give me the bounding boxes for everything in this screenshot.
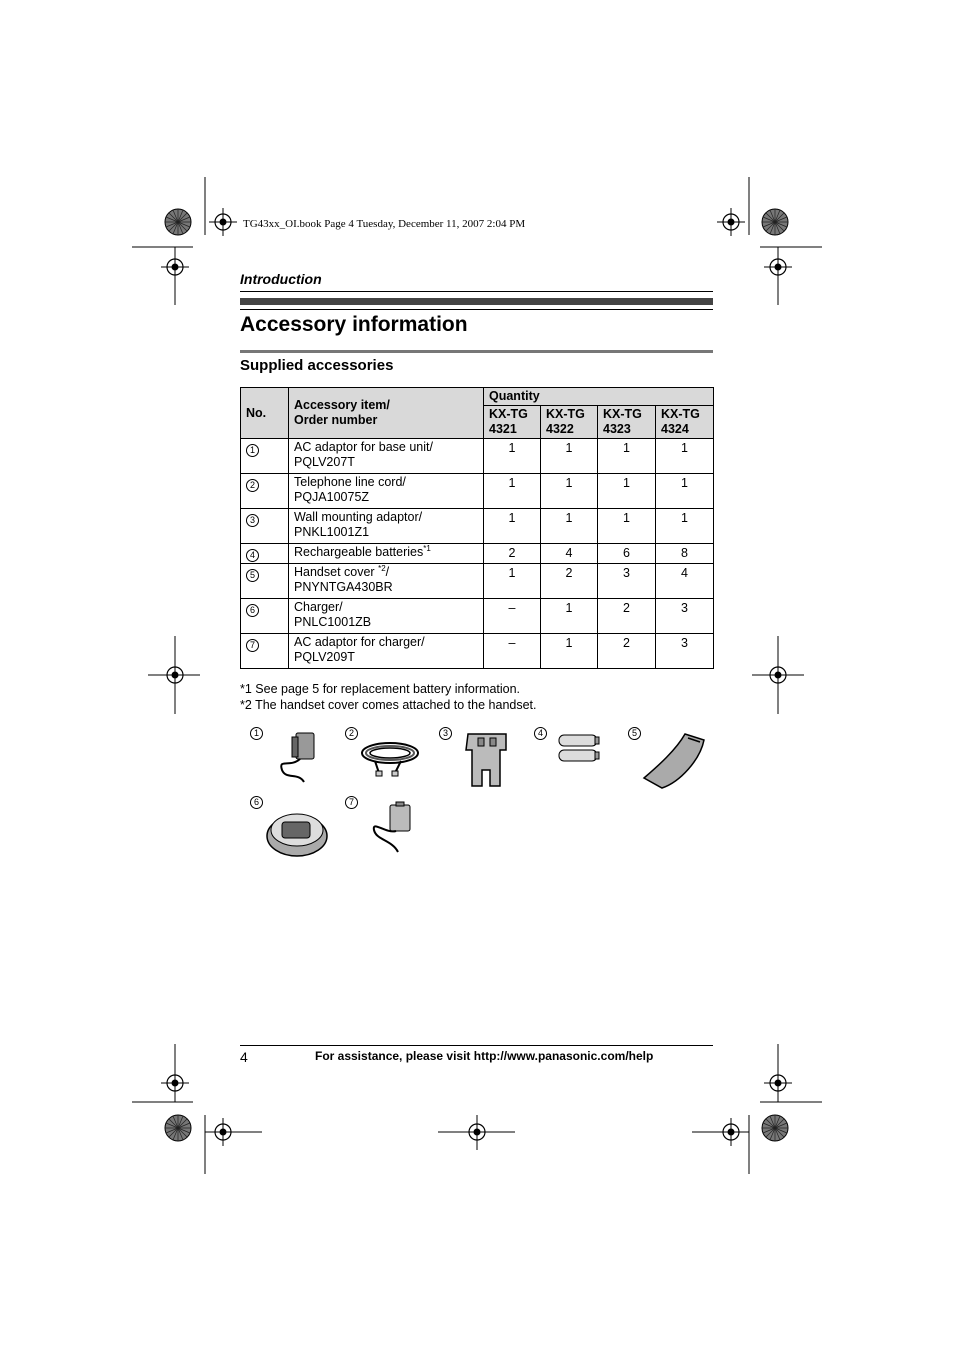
illustration-label: 1: [250, 727, 263, 740]
header-item: Accessory item/ Order number: [289, 388, 484, 439]
illustration-label: 2: [345, 727, 358, 740]
page-title: Accessory information: [240, 313, 468, 336]
illustration-label: 6: [250, 796, 263, 809]
header-model: KX-TG 4322: [541, 406, 598, 439]
header-model: KX-TG 4323: [598, 406, 656, 439]
item-number: 1: [246, 444, 259, 457]
telephone-cord-icon: [355, 735, 425, 780]
item-cell: Rechargeable batteries$^{*1}$: [289, 544, 484, 564]
item-number: 3: [246, 514, 259, 527]
footnote-1: *1 See page 5 for replacement battery information.: [240, 682, 521, 696]
table-row: 1 AC adaptor for base unit/ PQLV207T 1 1 1 1: [241, 439, 714, 474]
item-cell: Charger/ PNLC1001ZB: [289, 599, 484, 634]
item-cell: AC adaptor for base unit/ PQLV207T: [289, 439, 484, 474]
accessory-table: [240, 387, 714, 669]
item-number: 6: [246, 604, 259, 617]
illustration-label: 5: [628, 727, 641, 740]
table-row: 2 Telephone line cord/ PQJA10075Z 1 1 1 1: [241, 474, 714, 509]
assistance-line: For assistance, please visit http://www.panasonic.com/help: [315, 1049, 654, 1063]
illustration-label: 4: [534, 727, 547, 740]
table-row: 5 Handset cover $^{*2}$/ PNYNTGA430BR 1 2 3 4: [241, 564, 714, 599]
header-no: No.: [241, 388, 289, 439]
illustration-label: 3: [439, 727, 452, 740]
subsection-title: Supplied accessories: [240, 357, 394, 374]
battery-icon: [555, 732, 605, 764]
table-row: 3 Wall mounting adaptor/ PNKL1001Z1 1 1 1 1: [241, 509, 714, 544]
item-number: 2: [246, 479, 259, 492]
item-cell: Telephone line cord/ PQJA10075Z: [289, 474, 484, 509]
header-model: KX-TG 4324: [656, 406, 714, 439]
item-cell: Wall mounting adaptor/ PNKL1001Z1: [289, 509, 484, 544]
title-thin-rule: [240, 309, 713, 310]
item-cell: AC adaptor for charger/ PQLV209T: [289, 634, 484, 669]
item-number: 5: [246, 569, 259, 582]
section-rule: [240, 291, 713, 292]
table-row: 4 Rechargeable batteries$^{*1}$ 2 4 6 8: [241, 544, 714, 564]
header-model: KX-TG 4321: [484, 406, 541, 439]
footnote-2: *2 The handset cover comes attached to the handset.: [240, 698, 537, 712]
handset-cover-icon: [640, 730, 710, 792]
table-row: 7 AC adaptor for charger/ PQLV209T – 1 2 3: [241, 634, 714, 669]
footer-rule: [240, 1045, 713, 1046]
item-number: 4: [246, 549, 259, 562]
ac-adaptor-icon: [270, 728, 325, 788]
item-number: 7: [246, 639, 259, 652]
charger-ac-adaptor-icon: [368, 800, 418, 858]
charger-icon: [265, 800, 329, 860]
header-quantity: Quantity: [484, 388, 714, 406]
section-label: Introduction: [240, 271, 322, 287]
wall-mount-adaptor-icon: [460, 730, 515, 792]
title-bar: [240, 298, 713, 305]
item-cell: Handset cover $^{*2}$/ PNYNTGA430BR: [289, 564, 484, 599]
printer-slug-line: TG43xx_OI.book Page 4 Tuesday, December 11, 2007 2:04 PM: [243, 218, 526, 230]
table-row: 6 Charger/ PNLC1001ZB – 1 2 3: [241, 599, 714, 634]
page-number: 4: [240, 1049, 248, 1065]
illustration-label: 7: [345, 796, 358, 809]
title-underline: [240, 350, 713, 353]
